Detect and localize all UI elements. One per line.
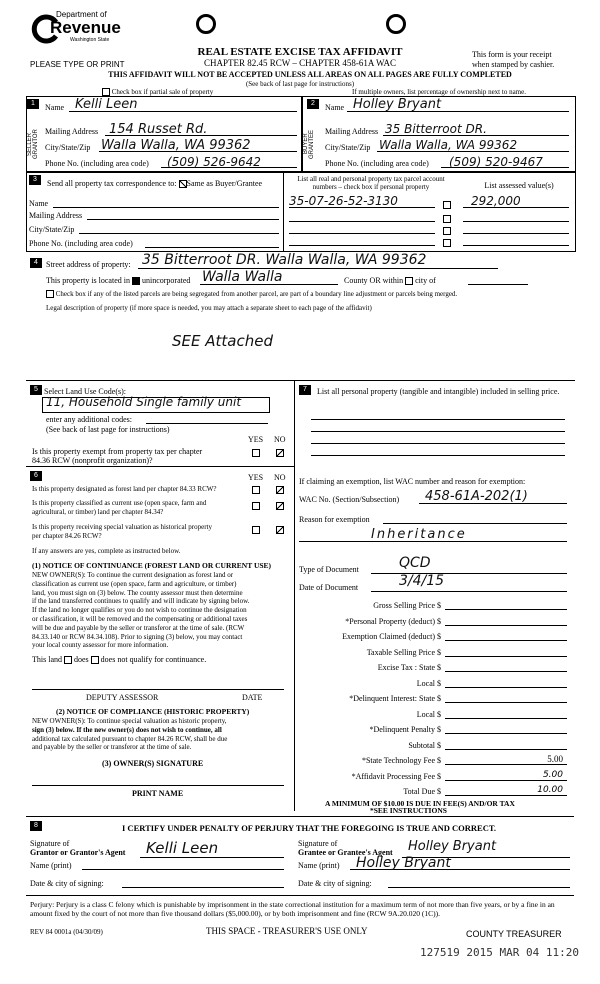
section5-yes: YES xyxy=(248,435,264,444)
parcel-number-value[interactable]: 35-07-26-52-3130 xyxy=(289,194,398,208)
land-use-value[interactable]: 11, Household Single family unit xyxy=(46,395,242,409)
section5-no: NO xyxy=(274,435,286,444)
segregated-checkbox[interactable] xyxy=(46,290,54,298)
continuance-title: (1) NOTICE OF CONTINUANCE (FOREST LAND OR CURRENT USE) xyxy=(32,561,272,570)
section5-see-back: (See back of last page for instructions) xyxy=(46,425,170,434)
fee-value[interactable]: 10.00 xyxy=(537,785,563,795)
section6-no: NO xyxy=(274,473,286,482)
legal-desc-label: Legal description of property (if more space is needed, you may attach a separate sheet to each page of the affidavit) xyxy=(46,304,372,312)
buyer-city-value[interactable]: Walla Walla, WA 99362 xyxy=(379,138,518,152)
date-label: DATE xyxy=(242,693,263,702)
type-or-print: PLEASE TYPE OR PRINT xyxy=(30,60,125,69)
comp-line: sign (3) below. If the new owner(s) does not wish to continue, all xyxy=(32,725,222,734)
print-name-label: PRINT NAME xyxy=(132,789,184,798)
assessed-header: List assessed value(s) xyxy=(484,181,554,190)
same-as-buyer-checkbox[interactable] xyxy=(179,180,187,188)
grantee-signature[interactable]: Holley Bryant xyxy=(408,839,497,854)
dollar-sign: $ xyxy=(437,740,441,750)
treasurer-use-only: THIS SPACE - TREASURER'S USE ONLY xyxy=(206,926,368,936)
compliance-body xyxy=(32,717,227,752)
unincorporated-label: unincorporated xyxy=(141,276,191,285)
does-checkbox[interactable] xyxy=(64,656,72,664)
section-1-seller xyxy=(26,96,302,172)
buyer-phone-value[interactable]: (509) 520-9467 xyxy=(449,155,543,169)
dollar-sign: $ xyxy=(437,709,441,719)
section-7-personal-property xyxy=(294,380,575,811)
segregated-row xyxy=(46,290,457,299)
dollar-sign: $ xyxy=(437,632,441,641)
fee-label: *Affidavit Processing Fee xyxy=(351,771,435,781)
grantor-date-label: Date & city of signing: xyxy=(30,879,104,888)
seller-name-label: Name xyxy=(45,103,65,112)
does-label: does xyxy=(74,655,89,664)
grantor-sig-label1: Signature of xyxy=(30,839,70,848)
county-treasurer: COUNTY TREASURER xyxy=(466,929,562,939)
buyer-phone-label: Phone No. (including area code) xyxy=(325,159,429,168)
dollar-sign: $ xyxy=(437,601,441,610)
historic-q-a: Is this property receiving special valuation as historical property xyxy=(32,523,213,531)
forest-yes-checkbox[interactable] xyxy=(252,486,260,494)
section-6-forest-land xyxy=(26,466,294,807)
seller-city-label: City/State/Zip xyxy=(45,143,91,152)
buyer-city-label: City/State/Zip xyxy=(325,143,371,152)
partial-sale-label: Check box if partial sale of property xyxy=(111,88,214,96)
additional-codes: enter any additional codes: xyxy=(46,415,132,424)
fee-label: Total Due xyxy=(403,787,435,796)
land-use-label: Select Land Use Code(s): xyxy=(44,387,126,396)
historic-yes-checkbox[interactable] xyxy=(252,526,260,534)
section-7-number: 7 xyxy=(299,385,311,395)
multiple-owners: If multiple owners, list percentage of ownership next to name. xyxy=(352,88,526,96)
exempt-q2: 84.36 RCW (nonprofit organization)? xyxy=(32,456,153,465)
forest-q1: Is this property designated as forest land per chapter 84.33 RCW? xyxy=(32,485,217,493)
seller-phone-value[interactable]: (509) 526-9642 xyxy=(167,155,261,169)
punch-hole-right xyxy=(386,14,406,34)
dollar-sign: $ xyxy=(437,725,441,734)
perjury-notice: Perjury: Perjury is a class C felony which is punishable by imprisonment in the state correctional institution for a maximum term of not more than five years, or by a fine in an amount fixed by the court of not more than five thousand dollars ($5,000.00), or by both imprisonment and fine (RCW 9A.20.020 (1C)). xyxy=(30,900,555,918)
cont-line: will be due and payable by the seller or transferor at the time of sale. (RCW xyxy=(32,623,245,632)
buyer-mailing-label: Mailing Address xyxy=(325,127,379,136)
dollar-sign: $ xyxy=(437,756,441,765)
fee-label: Taxable Selling Price xyxy=(366,647,435,657)
exempt-q1: Is this property exempt from property tax per chapter xyxy=(32,447,203,456)
send-label: Send all property tax correspondence to: xyxy=(47,179,177,188)
form-chapter: CHAPTER 82.45 RCW – CHAPTER 458-61A WAC xyxy=(204,58,396,68)
section-2-number: 2 xyxy=(307,99,319,109)
cont-line: or classification, it will be removed and the compensating or additional taxes xyxy=(32,614,248,623)
revision-code: REV 84 0001a (04/30/09) xyxy=(30,928,103,936)
unincorporated-checkbox[interactable] xyxy=(132,277,140,285)
this-land-row xyxy=(32,655,206,664)
dept-of: Department of xyxy=(56,10,107,19)
located-in xyxy=(46,276,190,285)
section-6-number: 6 xyxy=(30,471,42,481)
compliance-title: (2) NOTICE OF COMPLIANCE (HISTORIC PROPERTY) xyxy=(56,707,250,716)
section-4-property xyxy=(26,252,574,372)
current-use-yes-checkbox[interactable] xyxy=(252,502,260,510)
punch-hole-left xyxy=(196,14,216,34)
grantee-name-value[interactable]: Holley Bryant xyxy=(356,855,451,871)
owner-signature-label: (3) OWNER(S) SIGNATURE xyxy=(102,759,204,768)
cont-line: your local county assessor for more information. xyxy=(32,641,169,650)
if-yes-note: If any answers are yes, complete as instructed below. xyxy=(32,547,181,555)
buyer-mailing-value[interactable]: 35 Bitterroot DR. xyxy=(385,122,487,136)
buyer-name-value[interactable]: Holley Bryant xyxy=(353,97,442,112)
header-see-back: (See back of last page for instructions) xyxy=(245,80,355,88)
street-value[interactable]: 35 Bitterroot DR. Walla Walla, WA 99362 xyxy=(142,252,427,268)
current-use-no-checkbox[interactable] xyxy=(276,502,284,510)
personal-property-label: List all personal property (tangible and intangible) included in selling price. xyxy=(317,387,560,396)
dollar-sign: $ xyxy=(437,647,441,657)
wac-label: WAC No. (Section/Subsection) xyxy=(299,495,400,504)
section-3-correspondence xyxy=(26,172,576,252)
fee-label: *Delinquent Interest: State xyxy=(349,694,435,703)
corr-name-label: Name xyxy=(29,199,49,208)
section-4-number: 4 xyxy=(30,258,42,268)
city-of-checkbox[interactable] xyxy=(405,277,413,285)
city-of-label: city of xyxy=(415,276,436,285)
fee-label: *State Technology Fee xyxy=(361,756,435,765)
section-3-number: 3 xyxy=(29,175,41,185)
section-8-certification xyxy=(26,816,574,896)
does-not-checkbox[interactable] xyxy=(91,656,99,664)
treasurer-stamp: 127519 2015 MAR 04 11:20 xyxy=(420,946,579,959)
located-label: This property is located in xyxy=(46,276,130,285)
personal-property-checkbox-1[interactable] xyxy=(443,201,451,209)
buyer-name-label: Name xyxy=(325,103,345,112)
section-5-number: 5 xyxy=(30,385,42,395)
county-label xyxy=(344,276,436,285)
comp-line: additional tax calculated pursuant to chapter 84.26 RCW, shall be due xyxy=(32,734,228,743)
dollar-sign: $ xyxy=(437,771,441,781)
assessed-value[interactable]: 292,000 xyxy=(471,194,521,208)
minimum-due: A MINIMUM OF $10.00 IS DUE IN FEE(S) AND/OR TAX xyxy=(325,799,515,808)
cont-line: If the land no longer qualifies or you do not wish to continue the designation xyxy=(32,606,247,615)
dept-revenue: Revenue xyxy=(50,18,121,37)
see-attached-value[interactable]: SEE Attached xyxy=(172,332,273,350)
cont-line: land, you must sign on (3) below. The county assessor must then determine xyxy=(32,588,243,597)
dept-wa: Washington State xyxy=(70,37,110,43)
continuance-body xyxy=(32,571,249,650)
doc-type-label: Type of Document xyxy=(299,565,359,574)
parcel-header: List all real and personal property tax parcel account numbers – check box if personal property xyxy=(297,175,445,191)
fee-label: Local xyxy=(416,709,435,719)
does-not-label: does not xyxy=(100,655,128,664)
cont-line: 84.33.140 or RCW 84.34.108). Prior to signing (3) below, you may contact xyxy=(32,632,243,641)
seller-side-label: SELLER GRANTOR xyxy=(27,129,39,159)
deputy-assessor-label: DEPUTY ASSESSOR xyxy=(86,693,159,702)
grantee-agent-label: Grantee or Grantee's Agent xyxy=(298,848,393,857)
corr-mailing-label: Mailing Address xyxy=(29,211,83,220)
fee-label: *Personal Property (deduct) xyxy=(345,616,435,626)
personal-property-checkbox-2[interactable] xyxy=(443,215,451,223)
see-instructions: *SEE INSTRUCTIONS xyxy=(370,806,447,815)
grantor-name-label: Name (print) xyxy=(30,861,72,870)
fee-label: Gross Selling Price xyxy=(373,601,435,610)
county-value[interactable]: Walla Walla xyxy=(202,269,283,285)
grantee-sig-label1: Signature of xyxy=(298,839,338,848)
exempt-no-checkbox[interactable] xyxy=(276,449,284,457)
seller-mailing-label: Mailing Address xyxy=(45,127,99,136)
dollar-sign: $ xyxy=(437,787,441,796)
reason-value[interactable]: Inheritance xyxy=(371,527,467,542)
section6-yes: YES xyxy=(248,473,264,482)
dor-logo xyxy=(30,10,120,50)
fee-label: Subtotal xyxy=(408,740,435,750)
grantee-name-label: Name (print) xyxy=(298,861,340,870)
fee-label: *Delinquent Penalty xyxy=(369,725,435,734)
corr-phone-label: Phone No. (including area code) xyxy=(29,239,133,248)
personal-property-checkbox-3[interactable] xyxy=(443,227,451,235)
fee-label: Exemption Claimed (deduct) xyxy=(342,632,435,641)
fee-value[interactable]: 5.00 xyxy=(542,769,563,780)
dollar-sign: $ xyxy=(437,616,441,626)
qualify-label: qualify for continuance. xyxy=(129,655,207,664)
current-use-q-a: Is this property classified as current use (open space, farm and xyxy=(32,499,207,507)
forest-no-checkbox[interactable] xyxy=(276,486,284,494)
buyer-side-label: BUYER GRANTEE xyxy=(303,129,315,159)
grantor-signature[interactable]: Kelli Leen xyxy=(146,839,219,857)
wac-value[interactable]: 458-61A-202(1) xyxy=(425,489,528,504)
send-correspondence xyxy=(47,179,262,188)
dollar-sign: $ xyxy=(437,678,441,688)
grantee-date-label: Date & city of signing: xyxy=(298,879,372,888)
segregated-label: Check box if any of the listed parcels are being segregated from another parcel, are part of a boundary line adjustment or parcels being merged. xyxy=(55,290,458,298)
receipt-line2: when stamped by cashier. xyxy=(472,60,555,69)
fee-label: Excise Tax : State xyxy=(377,663,435,672)
historic-q-b: per chapter 84.26 RCW? xyxy=(32,532,102,540)
same-as-buyer-label: Same as Buyer/Grantee xyxy=(186,179,263,188)
certify-statement: I CERTIFY UNDER PENALTY OF PERJURY THAT THE FOREGOING IS TRUE AND CORRECT. xyxy=(122,823,497,833)
this-land-label: This land xyxy=(32,655,62,664)
historic-no-checkbox[interactable] xyxy=(276,526,284,534)
dollar-sign: $ xyxy=(437,663,441,672)
seller-city-value[interactable]: Walla Walla, WA 99362 xyxy=(101,138,251,153)
comp-line: NEW OWNER(S): To continue special valuation as historic property, xyxy=(32,717,227,725)
cont-line: if the land transferred continues to qualify and will indicate by signing below. xyxy=(32,597,250,606)
doc-type-value[interactable]: QCD xyxy=(399,555,431,571)
fee-value[interactable]: 5.00 xyxy=(547,754,563,764)
doc-date-label: Date of Document xyxy=(299,583,359,592)
street-label: Street address of property: xyxy=(46,260,131,269)
seller-phone-label: Phone No. (including area code) xyxy=(45,159,149,168)
dollar-sign: $ xyxy=(437,694,441,703)
exempt-yes-checkbox[interactable] xyxy=(252,449,260,457)
cont-line: classification as current use (open space, farm and agriculture, or timber) xyxy=(32,579,237,588)
section-8-number: 8 xyxy=(30,821,42,831)
section-2-buyer xyxy=(302,96,576,172)
comp-line: and payable by the seller or transferor at the time of sale. xyxy=(32,743,192,752)
current-use-q-b: agricultural, or timber) land per chapter 84.34? xyxy=(32,508,164,516)
seller-name-value[interactable]: Kelli Leen xyxy=(75,97,138,112)
county-or-within: County OR within xyxy=(344,276,404,285)
doc-date-value[interactable]: 3/4/15 xyxy=(399,573,445,589)
reason-label: Reason for exemption xyxy=(299,515,370,524)
form-title: REAL ESTATE EXCISE TAX AFFIDAVIT xyxy=(197,46,403,58)
grantor-agent-label: Grantor or Grantor's Agent xyxy=(30,848,126,857)
form-warning: THIS AFFIDAVIT WILL NOT BE ACCEPTED UNLESS ALL AREAS ON ALL PAGES ARE FULLY COMPLETED xyxy=(108,70,512,79)
corr-city-label: City/State/Zip xyxy=(29,225,75,234)
section-5-land-use xyxy=(26,380,294,467)
seller-mailing-value[interactable]: 154 Russet Rd. xyxy=(109,122,208,137)
receipt-line1: This form is your receipt xyxy=(472,50,552,59)
personal-property-checkbox-4[interactable] xyxy=(443,239,451,247)
fee-label: Local xyxy=(416,678,435,688)
exemption-label: If claiming an exemption, list WAC number and reason for exemption: xyxy=(299,477,526,486)
section-1-number: 1 xyxy=(27,99,39,109)
cont-line: NEW OWNER(S): To continue the current designation as forest land or xyxy=(32,571,234,579)
